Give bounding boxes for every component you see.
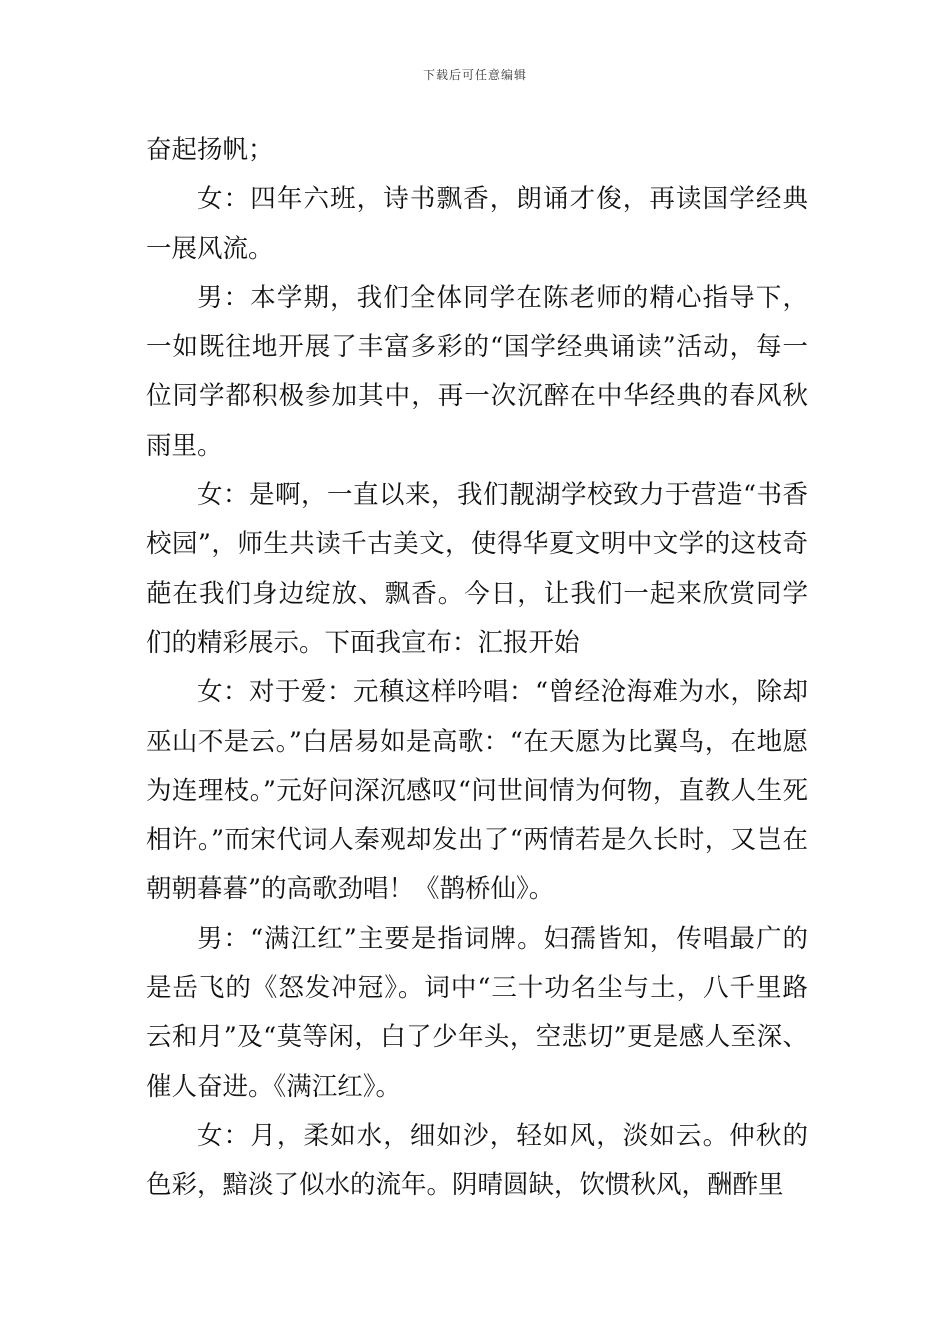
document-body (146, 126, 808, 1211)
paragraph-female-love: 女：对于爱：元稹这样吟唱：“曾经沧海难为水，除却巫山不是云。”白居易如是高歌：“在天愿为比翼鸟，在地愿为连理枝。”元好问深沉感叹“问世间情为何物，直教人生死相许。”而宋代词人秦观却发出了“两情若是久长时，又岂在朝朝暮暮”的高歌劲唱！《鹊桥仙》。 (146, 677, 808, 905)
paragraph-female-intro: 女：四年六班，诗书飘香，朗诵才俊，再读国学经典一展风流。 (146, 184, 808, 264)
paragraph-female-moon: 女：月，柔如水，细如沙，轻如风，淡如云。仲秋的色彩，黯淡了似水的流年。阴晴圆缺，饮惯秋风，酬酢里 (146, 1120, 808, 1201)
page-header-note: 下载后可任意编辑 (422, 68, 527, 82)
paragraph-male-manjianghong: 男：“满江红”主要是指词牌。妇孺皆知，传唱最广的是岳飞的《怒发冲冠》。词中“三十功名尘与土，八千里路云和月”及“莫等闲，白了少年头，空悲切”更是感人至深、催人奋进。《满江红》。 (146, 923, 808, 1102)
paragraph-male-semester: 男：本学期，我们全体同学在陈老师的精心指导下，一如既往地开展了丰富多彩的“国学经典诵读”活动，每一位同学都积极参加其中，再一次沉醉在中华经典的春风秋雨里。 (146, 282, 808, 461)
paragraph-continuation: 奋起扬帆； (146, 135, 274, 165)
paragraph-female-school: 女：是啊，一直以来，我们靓湖学校致力于营造“书香校园”，师生共读千古美文，使得华夏文明中文学的这枝奇葩在我们身边绽放、飘香。今日，让我们一起来欣赏同学们的精彩展示。下面我宣布：汇报开始 (146, 480, 808, 658)
